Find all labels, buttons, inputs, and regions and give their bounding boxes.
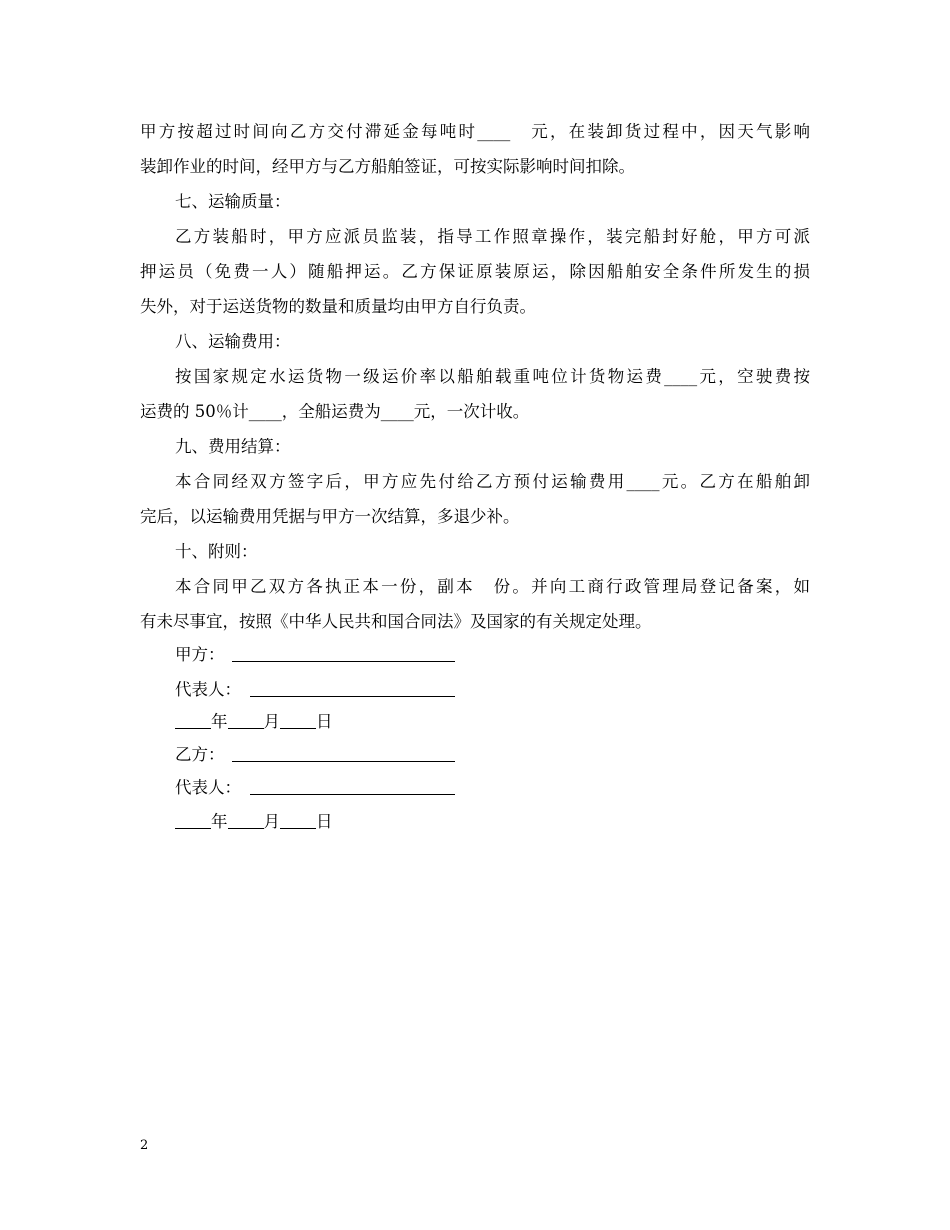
day-blank [280,812,316,829]
party-a-signature-line [232,661,455,662]
party-b-signature-line [232,761,455,762]
paragraph-line: 装卸作业的时间，经甲方与乙方船舶签证，可按实际影响时间扣除。 [140,157,635,176]
day-blank [280,712,316,729]
paragraph-line: 完后，以运输费用凭据与甲方一次结算，多退少补。 [140,507,520,526]
year-label: 年 [211,712,228,731]
paragraph-line: 运费的 50％计____，全船运费为____元，一次计收。 [140,402,530,421]
paragraph-line: 有未尽事宜，按照《中华人民共和国合同法》及国家的有关规定处理。 [140,612,652,631]
section-heading-7: 七、运输质量： [175,192,291,211]
year-blank [175,712,211,729]
month-label: 月 [263,812,280,831]
section-heading-9: 九、费用结算： [175,437,291,456]
day-label: 日 [316,712,333,731]
paragraph-line: 本合同甲乙双方各执正本一份，副本 份。并向工商行政管理局登记备案，如 [175,577,810,596]
day-label: 日 [316,812,333,831]
paragraph-line: 押运员（免费一人）随船押运。乙方保证原装原运，除因船舶安全条件所发生的损 [140,262,810,281]
year-blank [175,812,211,829]
page-number: 2 [140,1138,149,1153]
paragraph-line: 按国家规定水运货物一级运价率以船舶载重吨位计货物运费____元，空驶费按 [175,367,810,386]
month-blank [228,812,264,829]
party-b-label: 乙方： [175,745,225,764]
rep-b-signature-line [250,794,455,795]
party-a-label: 甲方： [175,645,225,664]
month-blank [228,712,264,729]
section-heading-8: 八、运输费用： [175,332,291,351]
section-heading-10: 十、附则： [175,542,258,561]
paragraph-line: 乙方装船时，甲方应派员监装，指导工作照章操作，装完船封好舱，甲方可派 [175,227,810,246]
date-b [175,812,333,832]
paragraph-line: 甲方按超过时间向乙方交付滞延金每吨时____ 元，在装卸货过程中，因天气影响 [140,122,810,141]
month-label: 月 [263,712,280,731]
paragraph-line: 失外，对于运送货物的数量和质量均由甲方自行负责。 [140,297,536,316]
rep-b-label: 代表人： [175,778,241,797]
rep-a-signature-line [250,696,455,697]
paragraph-line: 本合同经双方签字后，甲方应先付给乙方预付运输费用____元。乙方在船舶卸 [175,472,810,491]
rep-a-label: 代表人： [175,680,241,699]
date-a [175,712,333,732]
year-label: 年 [211,812,228,831]
